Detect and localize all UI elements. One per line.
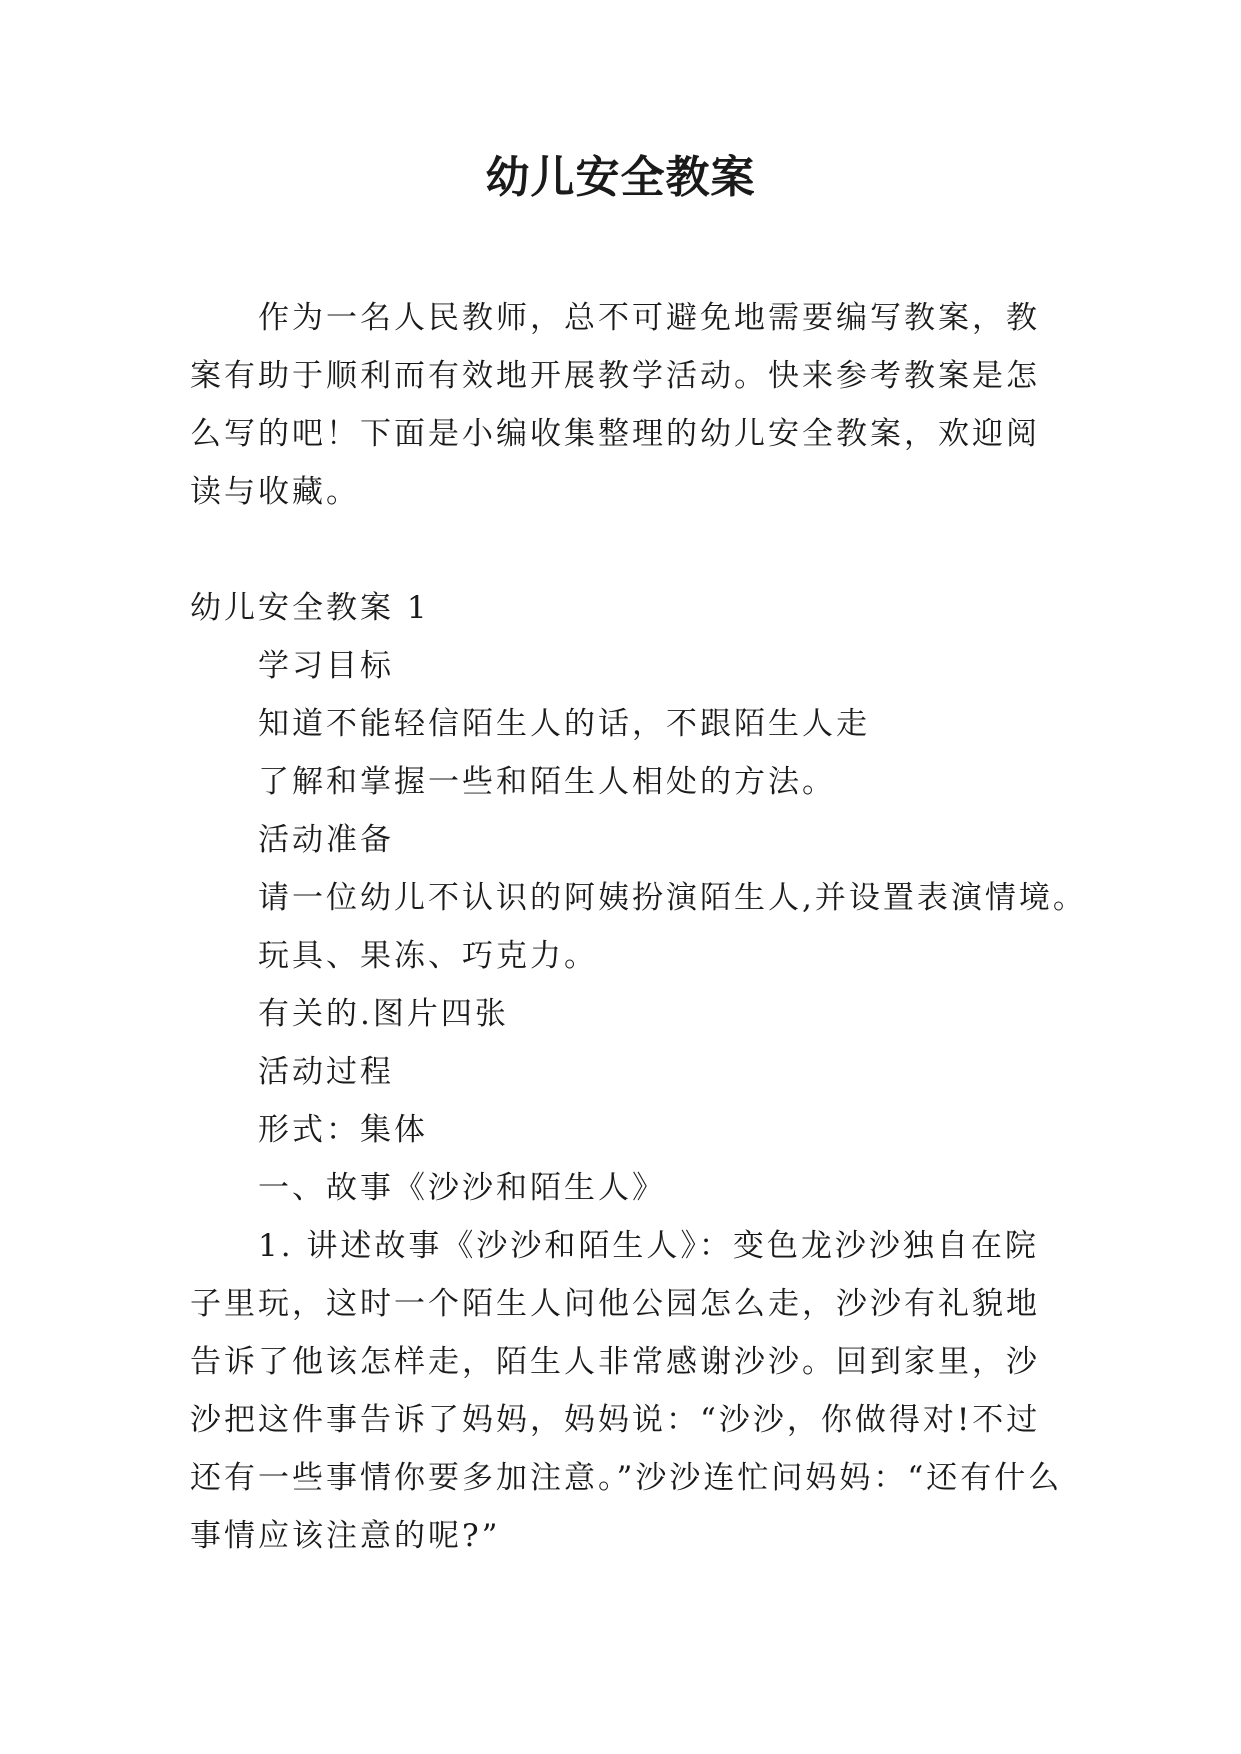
story-paragraph: 1. 讲述故事《沙沙和陌生人》：变色龙沙沙独自在院子里玩，这时一个陌生人问他公园怎么走，沙沙有礼貌地告诉了他该怎样走，陌生人非常感谢沙沙。回到家里，沙沙把这件事告诉了妈妈，妈妈说：“沙沙，你做得对!不过还有一些事情你要多加注意。”沙沙连忙问妈妈：“还有什么事情应该注意的呢?” (190, 1228, 1063, 1554)
document-title: 幼儿安全教案 (485, 152, 756, 203)
intro-paragraph: 作为一名人民教师，总不可避免地需要编写教案，教案有助于顺利而有效地开展教学活动。快来参考教案是怎么写的吧！下面是小编收集整理的幼儿安全教案，欢迎阅读与收藏。 (190, 300, 1040, 510)
content-line: 知道不能轻信陌生人的话，不跟陌生人走 (258, 706, 870, 742)
content-line: 玩具、果冻、巧克力。 (258, 938, 598, 974)
content-line: 形式：集体 (258, 1112, 428, 1148)
section-heading: 幼儿安全教案 1 (190, 590, 430, 626)
content-line: 活动准备 (258, 822, 394, 858)
content-line: 一、故事《沙沙和陌生人》 (258, 1170, 666, 1206)
content-line: 有关的.图片四张 (258, 996, 509, 1032)
content-line: 了解和掌握一些和陌生人相处的方法。 (258, 764, 836, 800)
lesson-content (190, 579, 1087, 1217)
content-line: 学习目标 (258, 648, 394, 684)
content-line: 请一位幼儿不认识的阿姨扮演陌生人,并设置表演情境。 (258, 880, 1087, 916)
content-line: 活动过程 (258, 1054, 394, 1090)
